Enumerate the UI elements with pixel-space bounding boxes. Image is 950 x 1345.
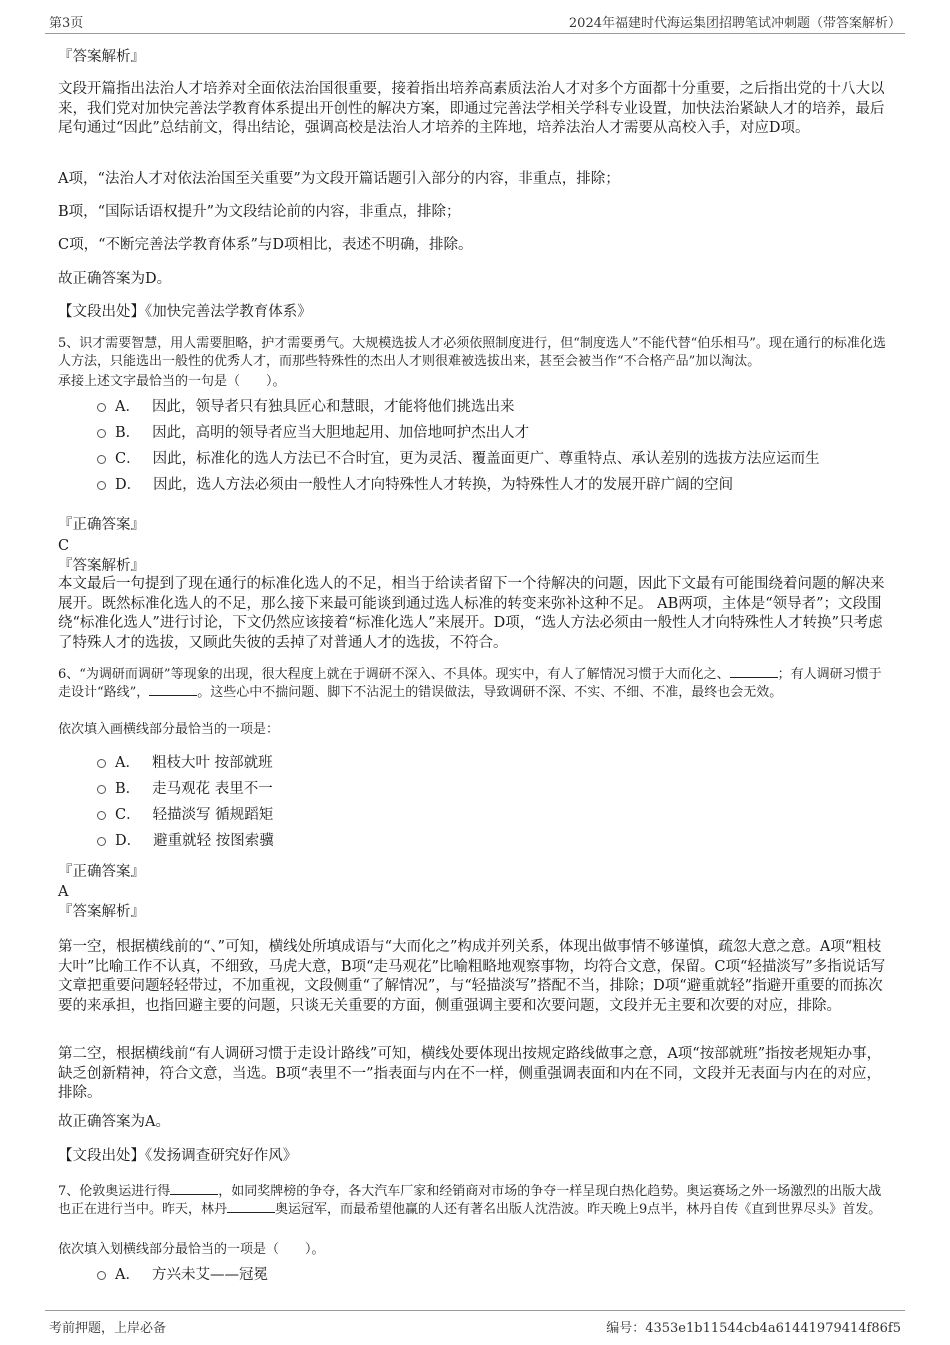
radio-icon[interactable] [97,429,106,438]
page-footer [45,1310,905,1340]
radio-icon[interactable] [97,837,106,846]
q5-analysis: 本文最后一句提到了现在通行的标准化选人的不足，相当于给读者留下一个待解决的问题，因此下文最有可能围绕着问题的解决来展开。既然标准化选人的不足，那么接下来最可能谈到通过选人标准的转变来弥补这种不足。 AB两项，主体是“领导者”；文段围绕“标准化选人”进行讨论，下文仍然应该接着“标准化选人”来展开。D项，“选人方法必须由一般性人才向特殊性人才转换”只考虑了特殊人才的选拔，又顾此失彼的丢掉了对普通人才的选拔，不符合。 [58,576,885,651]
q5-analysis-label: 『答案解析』 [58,558,145,574]
q5-option-c[interactable]: C． 因此，标准化的选人方法已不合时宜，更为灵活、覆盖面更广、尊重特点、承认差别的选拔方法应运而生 [97,449,820,469]
q4-analysis-p4: C项，“不断完善法学教育体系”与D项相比，表述不明确，排除。 [58,237,473,253]
q6-ask: 依次填入画横线部分最恰当的一项是： [58,722,280,737]
radio-icon[interactable] [97,455,106,464]
document-id: 编号：4353e1b11544cb4a61441979414f86f5 [606,1321,901,1336]
q4-analysis-p1: 文段开篇指出法治人才培养对全面依法治国很重要，接着指出培养高素质法治人才对多个方面都十分重要，之后指出党的十八大以来，我们党对加快完善法学教育体系提出开创性的解决方案，即通过完善法学相关学科专业设置，加快法治紧缺人才的培养，最后尾句通过“因此”总结前文，得出结论，强调高校是法治人才培养的主阵地，培养法治人才需要从高校入手，对应D项。 [58,81,885,136]
q4-analysis-p2: A项，“法治人才对依法治国至关重要”为文段开篇话题引入部分的内容，非重点，排除； [58,171,620,187]
q6-option-b[interactable]: B． 走马观花 表里不一 [97,779,273,799]
q6-option-c[interactable]: C． 轻描淡写 循规蹈矩 [97,805,273,825]
footer-slogan: 考前押题，上岸必备 [49,1321,167,1336]
q4-analysis-label: 『答案解析』 [58,49,145,65]
radio-icon[interactable] [97,1271,106,1280]
q5-answer: C [58,538,70,554]
q4-analysis-p5: 故正确答案为D。 [58,271,172,287]
blank-line [149,684,197,696]
q6-answer: A [58,884,69,900]
q6-analysis-p2: 第二空，根据横线前“有人调研习惯于走设计路线”可知，横线处要体现出按规定路线做事之意，A项“按部就班”指按老规矩办事，缺乏创新精神，符合文意，当选。B项“表里不一”指表面与内在不一样，侧重强调表面和内在不同，文段并无表面与内在的对应，排除。 [58,1046,882,1101]
q5-stem: 5、识才需要智慧，用人需要胆略，护才需要勇气。大规模选拔人才必须依照制度进行，但“制度选人”不能代替“伯乐相马”。现在通行的标准化选人方法，只能选出一般性的优秀人才，而那些特殊性的杰出人才则很难被选拔出来，甚至会被当作“不合格产品”加以淘汰。 [58,336,886,369]
blank-line [170,1183,218,1195]
q5-option-a[interactable]: A． 因此，领导者只有独具匠心和慧眼，才能将他们挑选出来 [97,397,514,417]
q5-ask: 承接上述文字最恰当的一句是（ ）。 [58,374,286,389]
blank-line [227,1201,275,1213]
q4-analysis-p3: B项，“国际话语权提升”为文段结论前的内容，非重点，排除； [58,204,461,220]
q4-source: 【文段出处】《加快完善法学教育体系》 [58,304,312,320]
document-title: 2024年福建时代海运集团招聘笔试冲刺题（带答案解析） [568,16,901,31]
q6-stem: 6、“为调研而调研”等现象的出现，很大程度上就在于调研不深入、不具体。现实中，有人了解情况习惯于大而化之、 ；有人调研习惯于走设计“路线”， 。这些心中不揣问题、脚下不沾泥土的错误做法，导致调研不深、不实、不细、不准，最终也会无效。 [58,667,882,700]
q6-analysis-p3: 故正确答案为A。 [58,1114,170,1130]
page-number: 第3页 [49,16,84,31]
q7-ask: 依次填入划横线部分最恰当的一项是（ ）。 [58,1242,325,1257]
radio-icon[interactable] [97,811,106,820]
q6-answer-label: 『正确答案』 [58,864,145,880]
q6-option-a[interactable]: A． 粗枝大叶 按部就班 [97,753,273,773]
q6-analysis-label: 『答案解析』 [58,904,145,920]
blank-line [730,666,778,678]
page-header [45,10,905,34]
q6-analysis-p1: 第一空，根据横线前的“、”可知，横线处所填成语与“大而化之”构成并列关系，体现出做事情不够谨慎，疏忽大意之意。A项“粗枝大叶”比喻工作不认真，不细致，马虎大意，B项“走马观花”比喻粗略地观察事物，均符合文意，保留。C项“轻描淡写”多指说话写文章把重要问题轻轻带过，不加重视，文段侧重“了解情况”，与“轻描淡写”搭配不当，排除；D项“避重就轻”指避开重要的而拣次要的来承担，也指回避主要的问题，只谈无关重要的方面，侧重强调主要和次要问题，文段并无主要和次要的对应，排除。 [58,939,886,1014]
q6-source: 【文段出处】《发扬调查研究好作风》 [58,1148,298,1164]
q5-option-b[interactable]: B． 因此，高明的领导者应当大胆地起用、加倍地呵护杰出人才 [97,423,529,443]
q5-answer-label: 『正确答案』 [58,517,145,533]
q5-option-d[interactable]: D． 因此，选人方法必须由一般性人才向特殊性人才转换，为特殊性人才的发展开辟广阔的空间 [97,475,733,495]
radio-icon[interactable] [97,759,106,768]
radio-icon[interactable] [97,481,106,490]
q6-option-d[interactable]: D． 避重就轻 按图索骥 [97,831,274,851]
q7-stem: 7、伦敦奥运进行得 ，如同奖牌榜的争夺，各大汽车厂家和经销商对市场的争夺一样呈现白热化趋势。奥运赛场之外一场激烈的出版大战也正在进行当中。昨天，林丹 奥运冠军，而最希望他赢的人还有著名出版人沈浩波。昨天晚上9点半，林丹自传《直到世界尽头》首发。 [58,1184,882,1217]
radio-icon[interactable] [97,785,106,794]
radio-icon[interactable] [97,403,106,412]
q7-option-a[interactable]: A． 方兴未艾——冠冕 [97,1265,268,1285]
